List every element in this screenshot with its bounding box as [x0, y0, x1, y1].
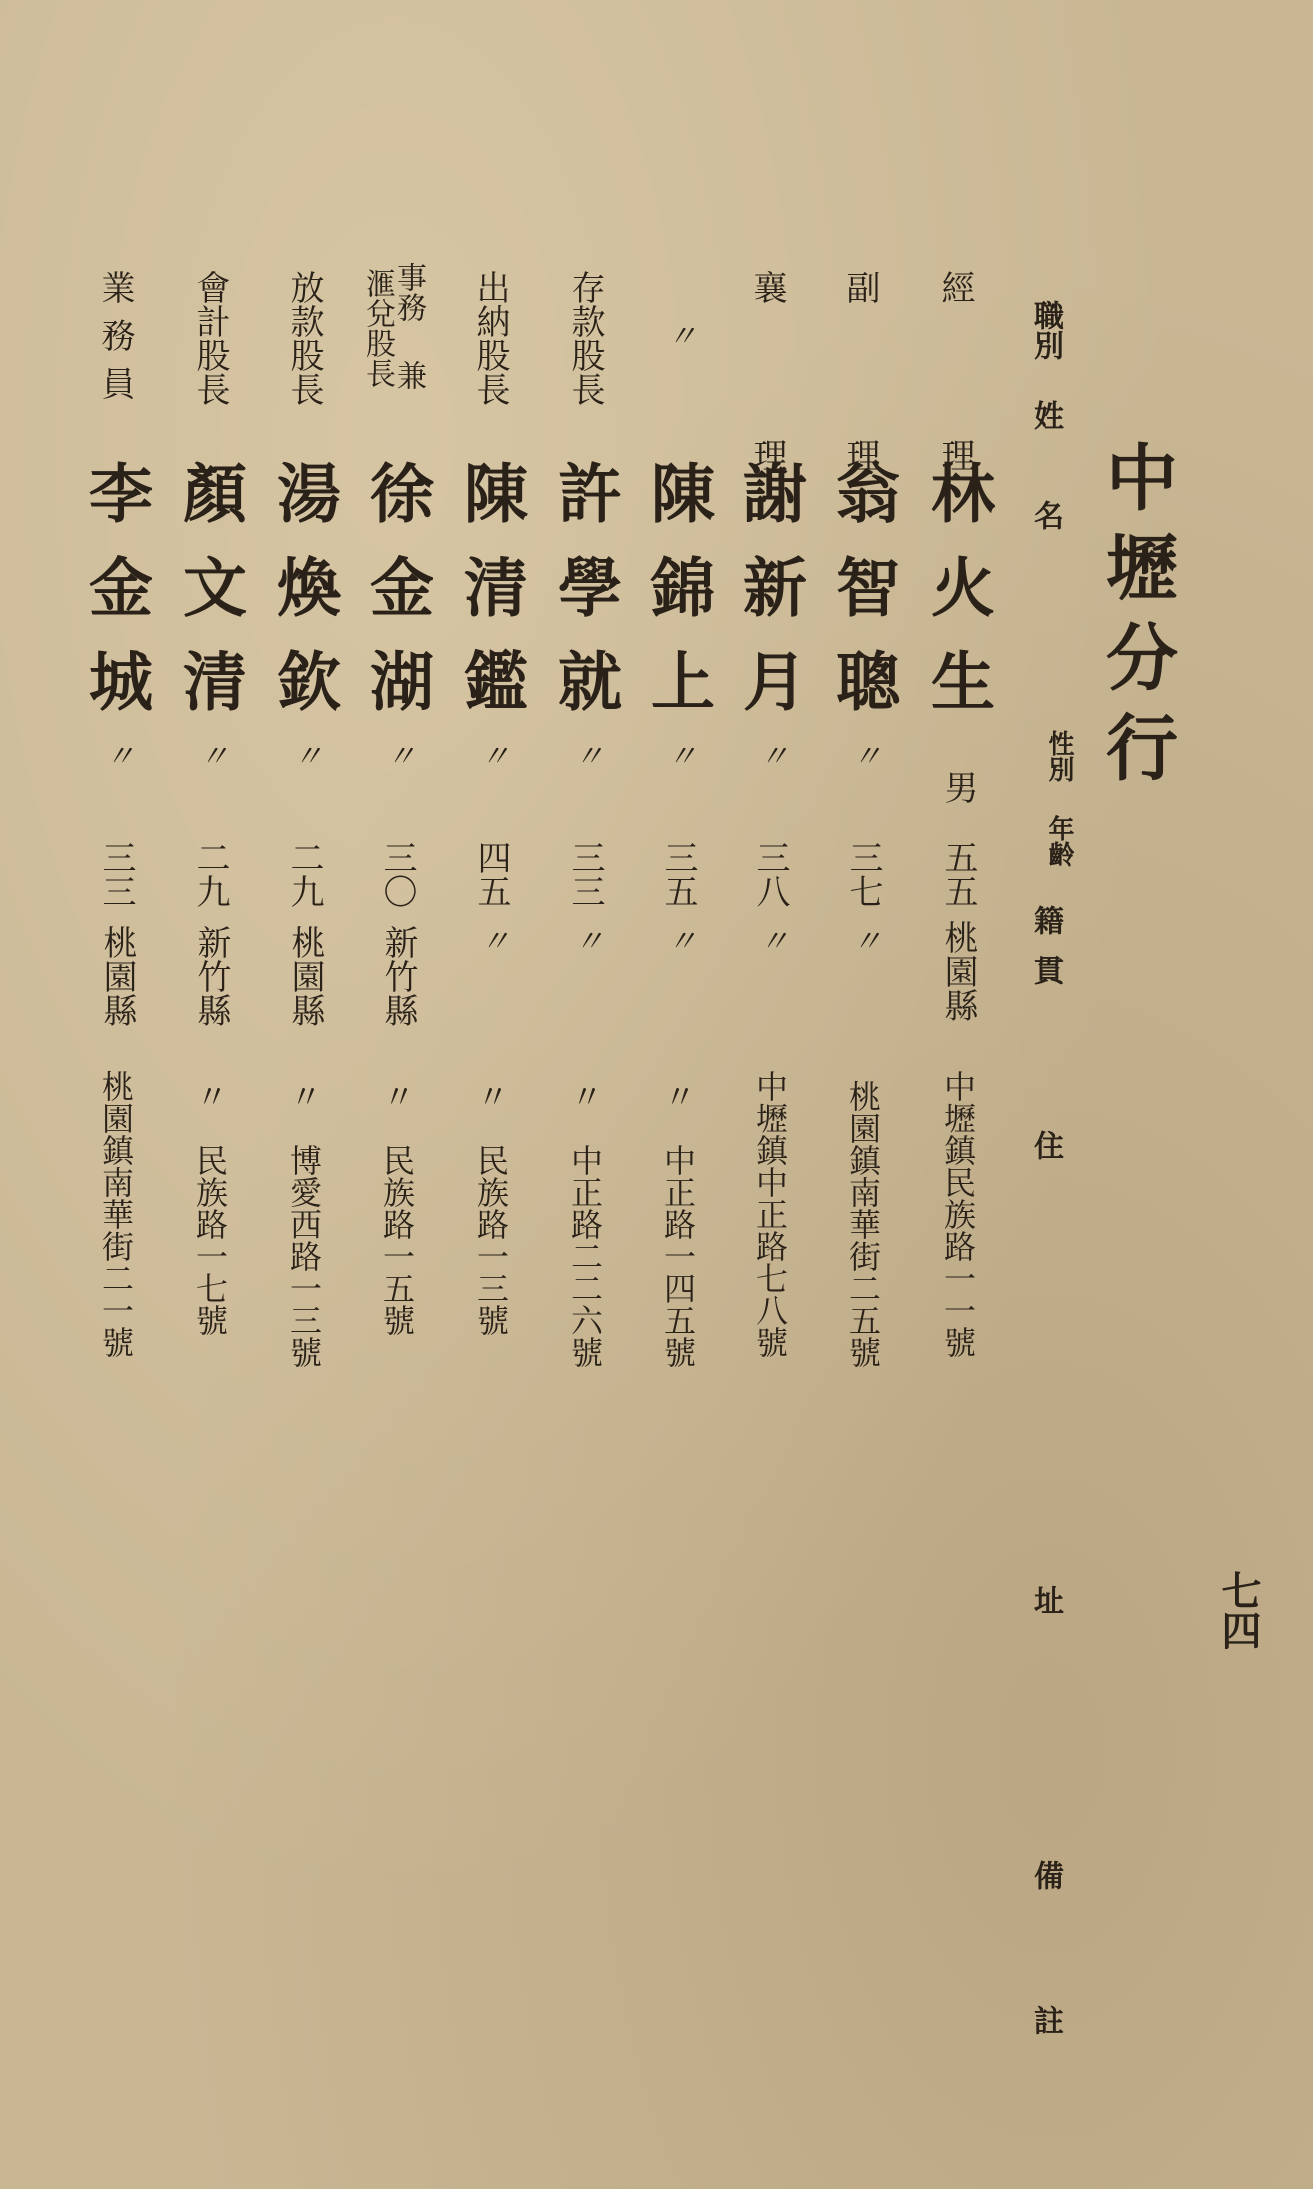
row-native: 〃 — [661, 925, 696, 955]
row-native: 新竹縣 — [378, 925, 418, 1027]
row-gender: 〃 — [846, 740, 881, 770]
row-age: 三五 — [658, 840, 698, 908]
row-address: 中壢鎮中正路七八號 — [751, 1070, 789, 1358]
row-address: 桃園鎮南華街二一號 — [97, 1070, 135, 1358]
row-gender: 〃 — [193, 740, 228, 770]
row-role: 業務員 — [95, 270, 135, 414]
row-native: 〃 — [568, 925, 603, 955]
row-age: 三八 — [750, 840, 790, 908]
row-role-part-c: 兼 — [391, 360, 426, 390]
row-native: 桃園縣 — [285, 925, 325, 1027]
row-name: 湯煥欽 — [266, 460, 341, 742]
row-name: 翁智聰 — [825, 460, 900, 742]
header-remark-2: 註 — [1028, 2005, 1063, 2035]
row-age: 二九 — [284, 840, 324, 908]
row-native: 〃 — [753, 925, 788, 955]
header-address: 住 — [1028, 1130, 1063, 1160]
row-address: 〃 中正路一四五號 — [659, 1080, 697, 1368]
row-age: 三〇 — [377, 840, 417, 908]
header-remark: 備 — [1028, 1860, 1063, 1890]
row-native: 〃 — [474, 925, 509, 955]
page-number: 七四 — [1215, 1570, 1262, 1650]
row-gender: 〃 — [287, 740, 322, 770]
row-address: 中壢鎮民族路一一號 — [939, 1070, 977, 1358]
header-native: 籍貫 — [1028, 905, 1063, 1005]
row-name: 陳錦上 — [640, 460, 715, 742]
header-gender: 性別 — [1044, 730, 1074, 782]
row-address: 〃 民族路一七號 — [191, 1080, 229, 1336]
row-role-part-a: 事務 — [391, 262, 426, 322]
row-name: 許學就 — [547, 460, 622, 742]
row-gender: 〃 — [568, 740, 603, 770]
row-name: 陳清鑑 — [453, 460, 528, 742]
row-gender: 〃 — [474, 740, 509, 770]
row-gender: 〃 — [380, 740, 415, 770]
row-name: 徐金湖 — [359, 460, 434, 742]
row-role: 經 理 — [935, 270, 975, 522]
row-name: 謝新月 — [732, 460, 807, 742]
row-age: 三七 — [843, 840, 883, 908]
row-age: 五五 — [938, 840, 978, 908]
row-name: 李金城 — [78, 460, 153, 742]
row-role: 襄 理 — [747, 270, 787, 522]
row-native: 桃園縣 — [97, 925, 137, 1027]
row-age: 三三 — [96, 840, 136, 908]
row-gender: 〃 — [753, 740, 788, 770]
page-title: 中壢分行 — [1094, 440, 1179, 800]
header-age: 年齡 — [1044, 815, 1074, 867]
header-address-2: 址 — [1028, 1585, 1063, 1615]
header-name: 姓 名 — [1028, 400, 1063, 550]
row-name: 顏文清 — [172, 460, 247, 742]
row-address: 〃 民族路一五號 — [378, 1080, 416, 1336]
row-gender: 〃 — [661, 740, 696, 770]
row-role: 〃 — [661, 320, 696, 350]
row-role: 會計股長 — [190, 270, 230, 406]
row-age: 四五 — [471, 840, 511, 908]
row-role: 出納股長 — [470, 270, 510, 406]
row-role: 副 理 — [840, 270, 880, 522]
row-address: 〃 中正路二二六號 — [566, 1080, 604, 1368]
row-native: 桃園縣 — [938, 920, 978, 1022]
row-gender: 〃 — [99, 740, 134, 770]
row-native: 〃 — [846, 925, 881, 955]
header-position: 職別 — [1028, 300, 1063, 360]
row-age: 三三 — [565, 840, 605, 908]
row-role: 放款股長 — [284, 270, 324, 406]
row-role-part-b: 滙兌股長 — [360, 268, 395, 388]
row-gender: 男 — [938, 770, 978, 804]
row-address: 〃 民族路一三號 — [472, 1080, 510, 1336]
row-age: 二九 — [190, 840, 230, 908]
row-name: 林火生 — [920, 460, 995, 742]
row-role: 存款股長 — [565, 270, 605, 406]
row-address: 桃園鎮南華街二五號 — [844, 1080, 882, 1368]
row-address: 〃 博愛西路一三號 — [285, 1080, 323, 1368]
row-native: 新竹縣 — [191, 925, 231, 1027]
